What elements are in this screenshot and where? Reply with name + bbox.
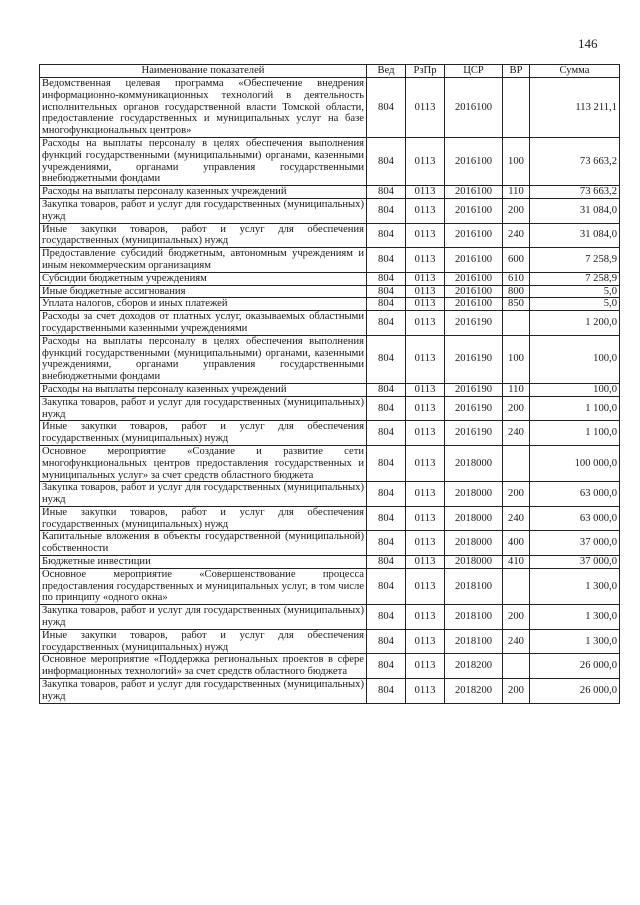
row-csr: 2018000 — [445, 531, 503, 556]
row-csr: 2016190 — [445, 421, 503, 446]
row-sum: 100,0 — [530, 335, 620, 383]
table-row — [40, 137, 620, 185]
row-ved: 804 — [367, 311, 406, 336]
row-csr: 2016100 — [445, 198, 503, 223]
row-csr: 2018000 — [445, 556, 503, 569]
row-rzpr: 0113 — [406, 654, 445, 679]
table-row — [40, 629, 620, 654]
row-rzpr: 0113 — [406, 186, 445, 199]
row-csr: 2018100 — [445, 629, 503, 654]
row-name: Предоставление субсидий бюджетным, автономным учреждениям и иным некоммерческим организациям — [40, 248, 367, 273]
row-name: Расходы за счет доходов от платных услуг, оказываемых областными государственными казенными учреждениями — [40, 311, 367, 336]
row-name: Капитальные вложения в объекты государственной (муниципальной) собственности — [40, 531, 367, 556]
row-rzpr: 0113 — [406, 605, 445, 630]
row-sum: 26 000,0 — [530, 654, 620, 679]
row-ved: 804 — [367, 605, 406, 630]
row-ved: 804 — [367, 285, 406, 298]
row-rzpr: 0113 — [406, 482, 445, 507]
table-row — [40, 223, 620, 248]
row-csr: 2016190 — [445, 383, 503, 396]
row-sum: 100,0 — [530, 383, 620, 396]
header-name: Наименование показателей — [40, 65, 367, 78]
row-vr — [503, 78, 530, 138]
row-vr: 410 — [503, 556, 530, 569]
table-row — [40, 335, 620, 383]
row-vr: 200 — [503, 396, 530, 421]
table-row — [40, 568, 620, 604]
row-vr: 600 — [503, 248, 530, 273]
row-sum: 1 300,0 — [530, 629, 620, 654]
table-row — [40, 198, 620, 223]
table-row — [40, 396, 620, 421]
row-rzpr: 0113 — [406, 679, 445, 704]
row-ved: 804 — [367, 298, 406, 311]
row-sum: 63 000,0 — [530, 506, 620, 531]
row-vr: 200 — [503, 198, 530, 223]
row-vr: 100 — [503, 335, 530, 383]
row-rzpr: 0113 — [406, 383, 445, 396]
budget-table — [39, 64, 620, 704]
row-sum: 73 663,2 — [530, 186, 620, 199]
table-row — [40, 78, 620, 138]
row-vr: 400 — [503, 531, 530, 556]
row-name: Бюджетные инвестиции — [40, 556, 367, 569]
row-sum: 31 084,0 — [530, 198, 620, 223]
row-csr: 2018200 — [445, 654, 503, 679]
row-sum: 1 200,0 — [530, 311, 620, 336]
row-vr: 200 — [503, 679, 530, 704]
table-row — [40, 272, 620, 285]
row-sum: 5,0 — [530, 285, 620, 298]
row-vr: 800 — [503, 285, 530, 298]
row-sum: 1 300,0 — [530, 605, 620, 630]
row-sum: 26 000,0 — [530, 679, 620, 704]
row-rzpr: 0113 — [406, 506, 445, 531]
row-sum: 63 000,0 — [530, 482, 620, 507]
row-rzpr: 0113 — [406, 248, 445, 273]
row-ved: 804 — [367, 629, 406, 654]
row-name: Расходы на выплаты персоналу казенных учреждений — [40, 186, 367, 199]
row-csr: 2016100 — [445, 272, 503, 285]
table-row — [40, 531, 620, 556]
row-csr: 2016100 — [445, 298, 503, 311]
row-csr: 2016100 — [445, 186, 503, 199]
row-sum: 5,0 — [530, 298, 620, 311]
row-csr: 2016100 — [445, 248, 503, 273]
table-row — [40, 421, 620, 446]
table-row — [40, 383, 620, 396]
row-rzpr: 0113 — [406, 531, 445, 556]
row-name: Иные бюджетные ассигнования — [40, 285, 367, 298]
row-rzpr: 0113 — [406, 285, 445, 298]
row-rzpr: 0113 — [406, 335, 445, 383]
row-name: Расходы на выплаты персоналу казенных учреждений — [40, 383, 367, 396]
table-row — [40, 298, 620, 311]
row-rzpr: 0113 — [406, 78, 445, 138]
table-row — [40, 556, 620, 569]
row-rzpr: 0113 — [406, 137, 445, 185]
row-ved: 804 — [367, 568, 406, 604]
header-ved: Вед — [367, 65, 406, 78]
row-vr: 200 — [503, 605, 530, 630]
row-rzpr: 0113 — [406, 298, 445, 311]
row-vr — [503, 445, 530, 481]
row-rzpr: 0113 — [406, 272, 445, 285]
row-name: Закупка товаров, работ и услуг для государственных (муниципальных) нужд — [40, 396, 367, 421]
row-vr: 240 — [503, 629, 530, 654]
row-ved: 804 — [367, 272, 406, 285]
row-csr: 2018200 — [445, 679, 503, 704]
row-rzpr: 0113 — [406, 445, 445, 481]
row-vr: 240 — [503, 421, 530, 446]
row-rzpr: 0113 — [406, 421, 445, 446]
table-row — [40, 285, 620, 298]
row-ved: 804 — [367, 78, 406, 138]
table-row — [40, 311, 620, 336]
row-rzpr: 0113 — [406, 223, 445, 248]
row-sum: 73 663,2 — [530, 137, 620, 185]
row-vr: 240 — [503, 223, 530, 248]
row-name: Иные закупки товаров, работ и услуг для обеспечения государственных (муниципальных) нужд — [40, 629, 367, 654]
row-ved: 804 — [367, 335, 406, 383]
row-rzpr: 0113 — [406, 396, 445, 421]
row-ved: 804 — [367, 421, 406, 446]
row-csr: 2018000 — [445, 445, 503, 481]
row-name: Субсидии бюджетным учреждениям — [40, 272, 367, 285]
row-ved: 804 — [367, 654, 406, 679]
row-vr: 200 — [503, 482, 530, 507]
header-vr: ВР — [503, 65, 530, 78]
page-number: 146 — [578, 36, 598, 51]
table-row — [40, 654, 620, 679]
row-ved: 804 — [367, 482, 406, 507]
table-row — [40, 605, 620, 630]
row-ved: 804 — [367, 506, 406, 531]
row-rzpr: 0113 — [406, 556, 445, 569]
row-name: Основное мероприятие «Поддержка региональных проектов в сфере информационных технологий» за счет средств областного бюджета — [40, 654, 367, 679]
row-vr — [503, 568, 530, 604]
row-ved: 804 — [367, 556, 406, 569]
table-row — [40, 445, 620, 481]
row-csr: 2018000 — [445, 482, 503, 507]
row-sum: 1 300,0 — [530, 568, 620, 604]
table-row — [40, 679, 620, 704]
table-header-row — [40, 65, 620, 78]
row-rzpr: 0113 — [406, 629, 445, 654]
row-sum: 37 000,0 — [530, 556, 620, 569]
row-name: Закупка товаров, работ и услуг для государственных (муниципальных) нужд — [40, 482, 367, 507]
row-sum: 31 084,0 — [530, 223, 620, 248]
header-rzpr: РзПр — [406, 65, 445, 78]
row-name: Закупка товаров, работ и услуг для государственных (муниципальных) нужд — [40, 198, 367, 223]
row-name: Иные закупки товаров, работ и услуг для обеспечения государственных (муниципальных) нужд — [40, 421, 367, 446]
row-vr: 240 — [503, 506, 530, 531]
row-name: Иные закупки товаров, работ и услуг для обеспечения государственных (муниципальных) нужд — [40, 223, 367, 248]
row-ved: 804 — [367, 198, 406, 223]
table-row — [40, 506, 620, 531]
row-csr: 2018100 — [445, 568, 503, 604]
row-rzpr: 0113 — [406, 311, 445, 336]
row-ved: 804 — [367, 223, 406, 248]
row-csr: 2016100 — [445, 78, 503, 138]
row-name: Основное мероприятие «Совершенствование процесса предоставления государственных и муниципальных услуг, в том числе по принципу «одного окна» — [40, 568, 367, 604]
row-ved: 804 — [367, 137, 406, 185]
row-vr: 610 — [503, 272, 530, 285]
row-name: Иные закупки товаров, работ и услуг для обеспечения государственных (муниципальных) нужд — [40, 506, 367, 531]
header-csr: ЦСР — [445, 65, 503, 78]
row-sum: 113 211,1 — [530, 78, 620, 138]
row-name: Расходы на выплаты персоналу в целях обеспечения выполнения функций государственными (муниципальными) органами, казенными учреждениями, органами управления государственными внебюджетными фондами — [40, 137, 367, 185]
row-sum: 100 000,0 — [530, 445, 620, 481]
row-csr: 2016100 — [445, 285, 503, 298]
row-ved: 804 — [367, 679, 406, 704]
row-ved: 804 — [367, 383, 406, 396]
row-ved: 804 — [367, 396, 406, 421]
row-name: Уплата налогов, сборов и иных платежей — [40, 298, 367, 311]
row-vr: 110 — [503, 383, 530, 396]
row-csr: 2016190 — [445, 396, 503, 421]
table-row — [40, 186, 620, 199]
row-ved: 804 — [367, 248, 406, 273]
row-rzpr: 0113 — [406, 198, 445, 223]
row-rzpr: 0113 — [406, 568, 445, 604]
row-sum: 7 258,9 — [530, 272, 620, 285]
row-name: Расходы на выплаты персоналу в целях обеспечения выполнения функций государственными (муниципальными) органами, казенными учреждениями, органами управления государственными внебюджетными фондами — [40, 335, 367, 383]
row-csr: 2016190 — [445, 335, 503, 383]
row-vr — [503, 311, 530, 336]
row-ved: 804 — [367, 186, 406, 199]
row-sum: 1 100,0 — [530, 421, 620, 446]
row-ved: 804 — [367, 531, 406, 556]
row-name: Ведомственная целевая программа «Обеспечение внедрения информационно-коммуникационных технологий в деятельность исполнительных органов государственной власти Томской области, предоставление государственных и муниципальных услуг на базе многофункциональных центров» — [40, 78, 367, 138]
row-vr — [503, 654, 530, 679]
row-csr: 2018100 — [445, 605, 503, 630]
row-csr: 2016100 — [445, 137, 503, 185]
table-row — [40, 248, 620, 273]
row-csr: 2018000 — [445, 506, 503, 531]
table-row — [40, 482, 620, 507]
row-name: Закупка товаров, работ и услуг для государственных (муниципальных) нужд — [40, 605, 367, 630]
row-sum: 37 000,0 — [530, 531, 620, 556]
header-sum: Сумма — [530, 65, 620, 78]
row-csr: 2016190 — [445, 311, 503, 336]
row-vr: 850 — [503, 298, 530, 311]
row-vr: 100 — [503, 137, 530, 185]
row-csr: 2016100 — [445, 223, 503, 248]
row-sum: 7 258,9 — [530, 248, 620, 273]
row-sum: 1 100,0 — [530, 396, 620, 421]
row-ved: 804 — [367, 445, 406, 481]
row-name: Основное мероприятие «Создание и развитие сети многофункциональных центров предоставления государственных и муниципальных услуг» за счет средств областного бюджета — [40, 445, 367, 481]
row-vr: 110 — [503, 186, 530, 199]
row-name: Закупка товаров, работ и услуг для государственных (муниципальных) нужд — [40, 679, 367, 704]
